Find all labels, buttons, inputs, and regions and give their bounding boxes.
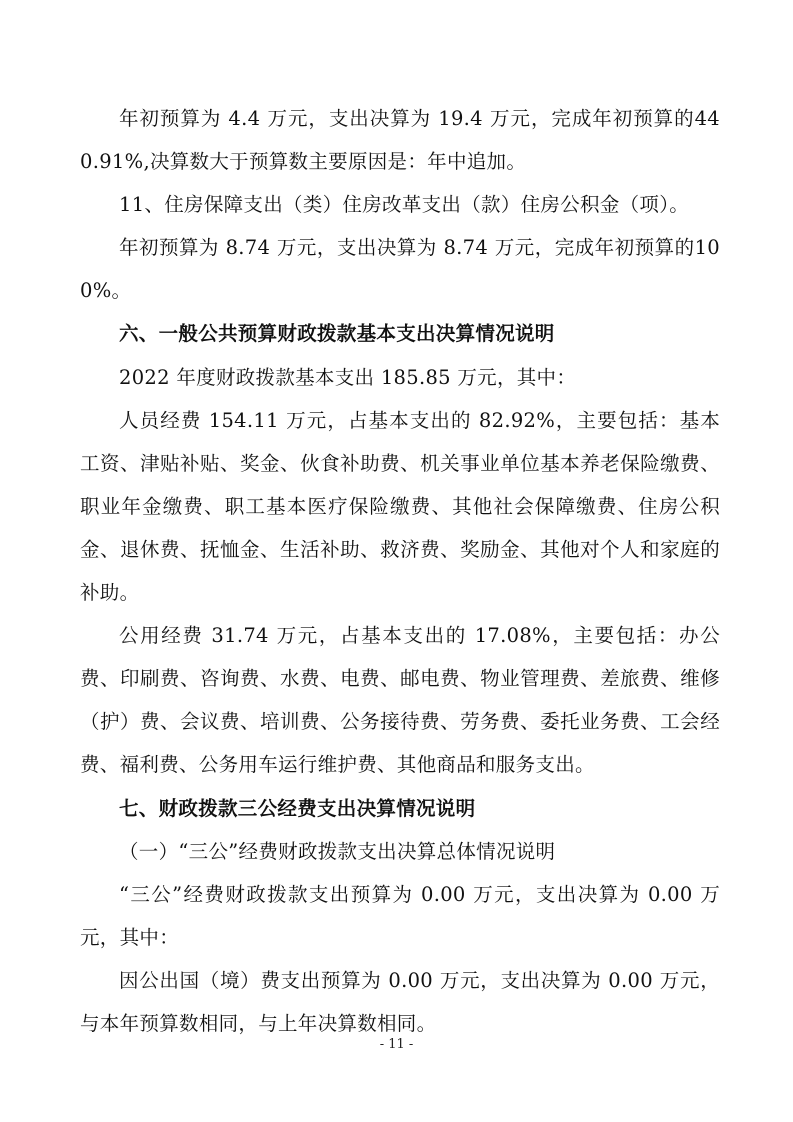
basic-expenditure-total: 2022 年度财政拨款基本支出 185.85 万元，其中： [119, 365, 577, 389]
page-number: - 11 - [379, 1037, 414, 1052]
section-heading-seven: 七、财政拨款三公经费支出决算情况说明 [119, 796, 476, 820]
overseas-travel-expenditure: 因公出国（境）费支出预算为 0.00 万元，支出决算为 0.00 万元，与本年预算数相同，与上年决算数相同。 [80, 968, 720, 1035]
document-body [80, 97, 720, 1045]
section-heading-six: 六、一般公共预算财政拨款基本支出决算情况说明 [119, 322, 555, 346]
personnel-expenditure: 人员经费 154.11 万元，占基本支出的 82.92%，主要包括：基本工资、津贴补贴、奖金、伙食补助费、机关事业单位基本养老保险缴费、职业年金缴费、职工基本医疗保险缴费、其他社会保障缴费、住房公积金、退休费、抚恤金、生活补助、救济费、奖励金、其他对个人和家庭的补助。 [80, 408, 720, 605]
budget-paragraph-item11-amounts: 年初预算为 8.74 万元，支出决算为 8.74 万元，完成年初预算的100%。 [80, 236, 720, 303]
three-public-totals: “三公”经费财政拨款支出预算为 0.00 万元，支出决算为 0.00 万元，其中： [80, 882, 720, 949]
public-expenditure: 公用经费 31.74 万元，占基本支出的 17.08%，主要包括：办公费、印刷费、咨询费、水费、电费、邮电费、物业管理费、差旅费、维修（护）费、会议费、培训费、公务接待费、劳务费、委托业务费、工会经费、福利费、公务用车运行维护费、其他商品和服务支出。 [80, 624, 720, 777]
budget-paragraph-item11-title: 11、住房保障支出（类）住房改革支出（款）住房公积金（项）。 [119, 193, 690, 217]
budget-paragraph-item10-amounts: 年初预算为 4.4 万元，支出决算为 19.4 万元，完成年初预算的440.91%,决算数大于预算数主要原因是：年中追加。 [80, 107, 720, 174]
subsection-one-title: （一）“三公”经费财政拨款支出决算总体情况说明 [119, 839, 556, 863]
